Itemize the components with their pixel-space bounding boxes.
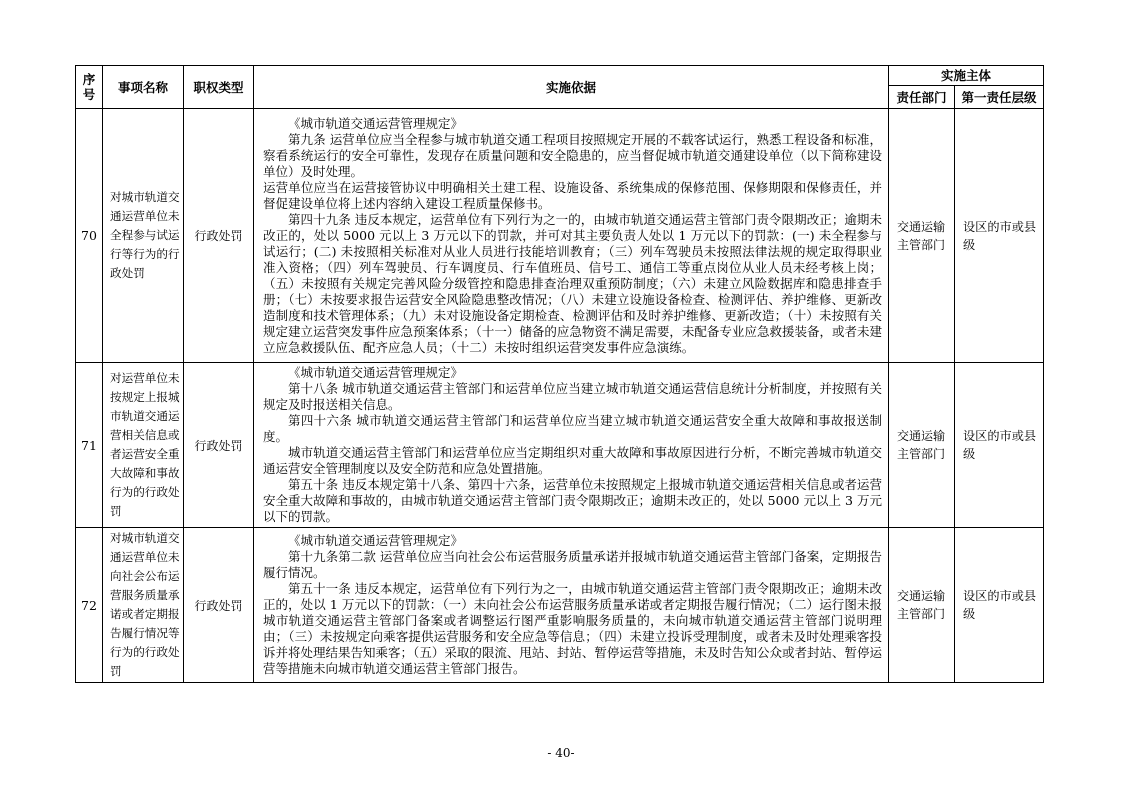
basis-paragraph: 第五十条 违反本规定第十八条、第四十六条，运营单位未按照规定上报城市轨道交通运营相关信息或者运营安全重大故障和事故的，由城市轨道交通运营主管部门责令限期改正；逾期未改正的，处以 5000 元以上 3 万元以下的罚款。 bbox=[263, 477, 882, 524]
row-item-name: 对城市轨道交通运营单位未全程参与试运行等行为的行政处罚 bbox=[103, 109, 184, 363]
row-item-name: 对运营单位未按规定上报城市轨道交通运营相关信息或者运营安全重大故障和事故行为的行政处罚 bbox=[103, 363, 184, 528]
row-seq: 72 bbox=[76, 528, 103, 683]
basis-paragraph: 《城市轨道交通运营管理规定》 bbox=[288, 115, 464, 131]
table-row bbox=[76, 109, 1044, 363]
header-power-type: 职权类型 bbox=[184, 66, 254, 109]
header-item-name: 事项名称 bbox=[103, 66, 184, 109]
basis-paragraph: 第五十一条 违反本规定，运营单位有下列行为之一，由城市轨道交通运营主管部门责令限期改正；逾期未改正的，处以 1 万元以下的罚款：（一）未向社会公布运营服务质量承诺或者定期报告履行情况；（二）运行图未报城市轨道交通运营主管部门备案或者调整运行图严重影响服务质量的，未向城市轨道交通运营主管部门说明理由；（三）未按规定向乘客提供运营服务和安全应急等信息；（四）未建立投诉受理制度，或者未及时处理乘客投诉并将处理结果告知乘客；（五）采取的限流、甩站、封站、暂停运营等措施，未及时告知公众或者封站、暂停运营等措施未向城市轨道交通运营主管部门报告。 bbox=[263, 581, 882, 676]
row-seq: 70 bbox=[76, 109, 103, 363]
basis-paragraph: 第十九条第二款 运营单位应当向社会公布运营服务质量承诺并报城市轨道交通运营主管部门备案，定期报告履行情况。 bbox=[263, 549, 882, 580]
row-first-level: 设区的市或县级 bbox=[955, 109, 1044, 363]
row-responsible-dept: 交通运输主管部门 bbox=[889, 363, 955, 528]
row-responsible-dept: 交通运输主管部门 bbox=[889, 109, 955, 363]
row-power-type: 行政处罚 bbox=[184, 363, 254, 528]
row-power-type: 行政处罚 bbox=[184, 109, 254, 363]
table-header-row bbox=[76, 66, 1044, 86]
row-basis bbox=[254, 363, 889, 528]
basis-paragraph: 城市轨道交通运营主管部门和运营单位应当定期组织对重大故障和事故原因进行分析，不断完善城市轨道交通运营安全管理制度以及安全防范和应急处置措施。 bbox=[263, 445, 882, 476]
basis-paragraph: 《城市轨道交通运营管理规定》 bbox=[288, 365, 464, 380]
row-responsible-dept: 交通运输主管部门 bbox=[889, 528, 955, 683]
basis-paragraph: 第四十六条 城市轨道交通运营主管部门和运营单位应当建立城市轨道交通运营安全重大故障和事故报送制度。 bbox=[263, 413, 882, 444]
basis-paragraph: 第十八条 城市轨道交通运营主管部门和运营单位应当建立城市轨道交通运营信息统计分析制度，并按照有关规定及时报送相关信息。 bbox=[263, 381, 882, 412]
table-row bbox=[76, 363, 1044, 528]
row-first-level: 设区的市或县级 bbox=[955, 363, 1044, 528]
header-responsible-dept: 责任部门 bbox=[889, 86, 955, 109]
row-basis bbox=[254, 109, 889, 363]
header-subject: 实施主体 bbox=[889, 66, 1044, 86]
basis-paragraph: 第四十九条 违反本规定，运营单位有下列行为之一的，由城市轨道交通运营主管部门责令限期改正；逾期未改正的，处以 5000 元以上 3 万元以下的罚款，并可对其主要负责人处以 1 万元以下的罚款：(一) 未全程参与试运行；(二) 未按照相关标准对从业人员进行技能培训教育；（三）列车驾驶员未按照法律法规的规定取得职业准入资格；（四）列车驾驶员、行车调度员、行车值班员、信号工、通信工等重点岗位从业人员未经考核上岗；（五）未按照有关规定完善风险分级管控和隐患排查治理双重预防制度；（六）未建立风险数据库和隐患排查手册；（七）未按要求报告运营安全风险隐患整改情况；（八）未建立设施设备检查、检测评估、养护维修、更新改造制度和技术管理体系；（九）未对设施设备定期检查、检测评估和及时养护维修、更新改造；（十）未按照有关规定建立运营突发事件应急预案体系；（十一）储备的应急物资不满足需要，未配备专业应急救援装备，或者未建立应急救援队伍、配齐应急人员；（十二）未按时组织运营突发事件应急演练。 bbox=[263, 211, 882, 355]
header-seq: 序号 bbox=[76, 66, 103, 109]
row-seq: 71 bbox=[76, 363, 103, 528]
table-row bbox=[76, 528, 1044, 683]
row-first-level: 设区的市或县级 bbox=[955, 528, 1044, 683]
header-basis: 实施依据 bbox=[254, 66, 889, 109]
powers-table bbox=[75, 65, 1044, 683]
row-item-name: 对城市轨道交通运营单位未向社会公布运营服务质量承诺或者定期报告履行情况等行为的行政处罚 bbox=[103, 528, 184, 683]
basis-paragraph: 运营单位应当在运营接管协议中明确相关土建工程、设施设备、系统集成的保修范围、保修期限和保修责任，并督促建设单位将上述内容纳入建设工程质量保修书。 bbox=[263, 179, 882, 211]
header-first-level: 第一责任层级 bbox=[955, 86, 1044, 109]
row-basis bbox=[254, 528, 889, 683]
basis-paragraph: 《城市轨道交通运营管理规定》 bbox=[288, 533, 464, 548]
basis-paragraph: 第九条 运营单位应当全程参与城市轨道交通工程项目按照规定开展的不载客试运行，熟悉工程设备和标准，察看系统运行的安全可靠性，发现存在质量问题和安全隐患的，应当督促城市轨道交通建设单位（以下简称建设单位）及时处理。 bbox=[263, 131, 882, 179]
row-power-type: 行政处罚 bbox=[184, 528, 254, 683]
page-number: - 40- bbox=[547, 746, 575, 760]
